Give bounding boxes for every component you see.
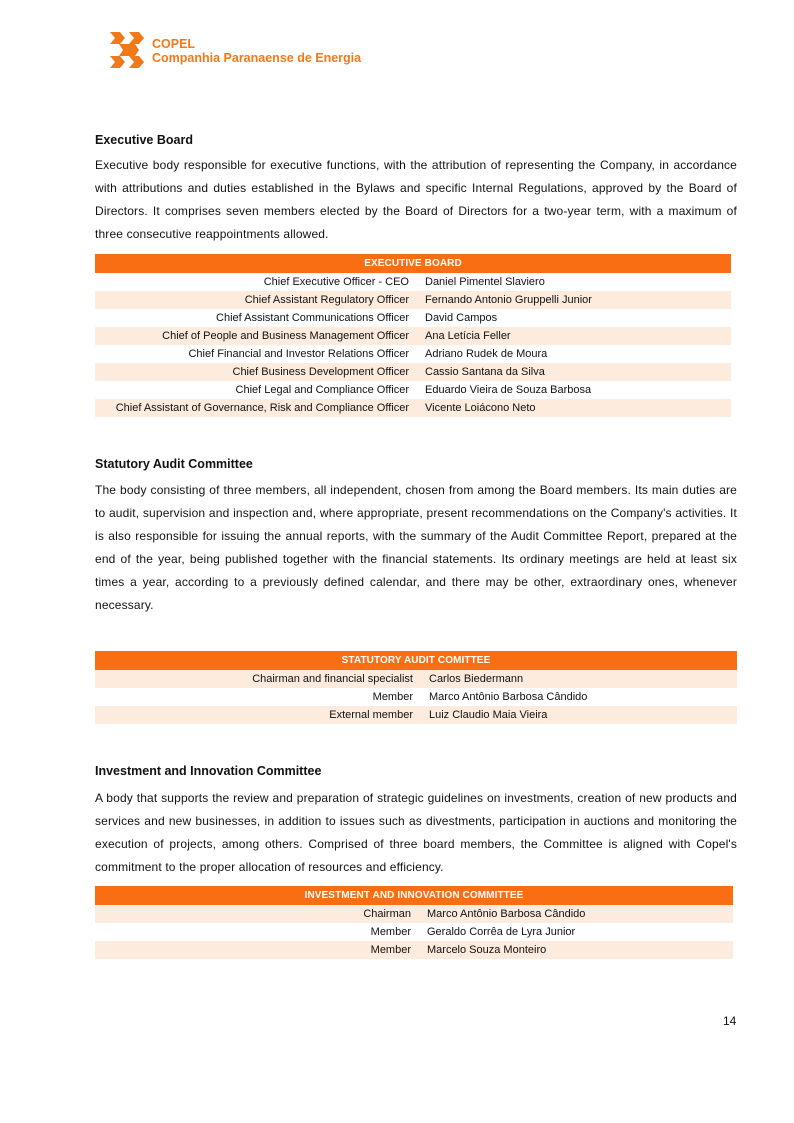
table-row (95, 381, 731, 399)
role-cell: Chief Assistant of Governance, Risk and Compliance Officer (95, 399, 417, 417)
name-cell: Marco Antônio Barbosa Cândido (419, 905, 733, 923)
table-row (95, 345, 731, 363)
name-cell: David Campos (425, 312, 498, 324)
table-row (95, 706, 737, 724)
executive-board-table-header: EXECUTIVE BOARD (95, 254, 731, 273)
table-row (95, 273, 731, 291)
table-row (95, 941, 733, 959)
role-cell: Chief Legal and Compliance Officer (235, 384, 409, 396)
role-cell: Chief of People and Business Management Officer (95, 327, 417, 345)
table-row (95, 688, 737, 706)
logo-subtitle: Companhia Paranaense de Energia (152, 51, 362, 65)
investment-committee-title: Investment and Innovation Committee (95, 764, 322, 778)
role-cell: Chief Assistant Regulatory Officer (95, 291, 417, 309)
table-row (95, 923, 733, 941)
investment-committee-paragraph: A body that supports the review and preparation of strategic guidelines on investments, creation of new products and services and new businesses, in addition to issues such as divestments, participation in auctions and monitoring the execution of projects, among others. Comprised of three board members, the Committee is aligned with Copel's commitment to the proper allocation of resources and efficiency. (95, 791, 737, 874)
name-cell: Carlos Biedermann (421, 670, 737, 688)
executive-board-table (95, 254, 731, 417)
role-cell: Chairman and financial specialist (95, 670, 421, 688)
name-cell: Cassio Santana da Silva (417, 363, 731, 381)
logo-name: COPEL (152, 37, 196, 51)
name-cell: Luiz Claudio Maia Vieira (421, 706, 737, 724)
name-cell: Geraldo Corrêa de Lyra Junior (427, 926, 576, 938)
role-cell: Member (370, 926, 411, 938)
role-cell: Chief Assistant Communications Officer (216, 312, 409, 324)
page-number: 14 (723, 1014, 737, 1028)
investment-committee-table-header: INVESTMENT AND INNOVATION COMMITTEE (95, 886, 733, 905)
executive-board-paragraph: Executive body responsible for executive functions, with the attribution of representing the Company, in accordance with attributions and duties established in the Bylaws and specific Internal Regulations, approved by the Board of Directors. It comprises seven members elected by the Board of Directors for a two-year term, with a maximum of three consecutive reappointments allowed. (95, 158, 737, 241)
name-cell: Adriano Rudek de Moura (425, 348, 548, 360)
role-cell: Chief Executive Officer - CEO (263, 276, 409, 288)
role-cell: Member (95, 941, 419, 959)
table-row (95, 327, 731, 345)
executive-board-title: Executive Board (95, 133, 193, 147)
table-row (95, 309, 731, 327)
name-cell: Fernando Antonio Gruppelli Junior (417, 291, 731, 309)
role-cell: Member (372, 691, 413, 703)
name-cell: Daniel Pimentel Slaviero (425, 276, 545, 288)
audit-committee-paragraph: The body consisting of three members, all independent, chosen from among the Board members. Its main duties are to audit, supervision and inspection and, where appropriate, present recommendations on the Company's activities. It is also responsible for issuing the annual reports, with the summary of the Audit Committee Report, prepared at the end of the year, being published together with the financial statements. Its ordinary meetings are held at least six times a year, according to a previously defined calendar, and there may be other, extraordinary ones, whenever necessary. (95, 483, 737, 612)
name-cell: Eduardo Vieira de Souza Barbosa (425, 384, 592, 396)
audit-committee-table (95, 651, 737, 724)
name-cell: Ana Letícia Feller (417, 327, 731, 345)
table-row (95, 363, 731, 381)
copel-logo-icon (108, 32, 146, 68)
investment-committee-table (95, 886, 733, 959)
table-row (95, 670, 737, 688)
role-cell: Chairman (95, 905, 419, 923)
name-cell: Vicente Loiácono Neto (417, 399, 731, 417)
name-cell: Marco Antônio Barbosa Cândido (429, 691, 588, 703)
role-cell: External member (95, 706, 421, 724)
logo-text (152, 37, 361, 65)
name-cell: Marcelo Souza Monteiro (419, 941, 733, 959)
audit-committee-table-header: STATUTORY AUDIT COMITTEE (95, 651, 737, 670)
table-row (95, 905, 733, 923)
table-row (95, 291, 731, 309)
role-cell: Chief Financial and Investor Relations Officer (188, 348, 409, 360)
table-row (95, 399, 731, 417)
audit-committee-title: Statutory Audit Committee (95, 457, 253, 471)
role-cell: Chief Business Development Officer (95, 363, 417, 381)
